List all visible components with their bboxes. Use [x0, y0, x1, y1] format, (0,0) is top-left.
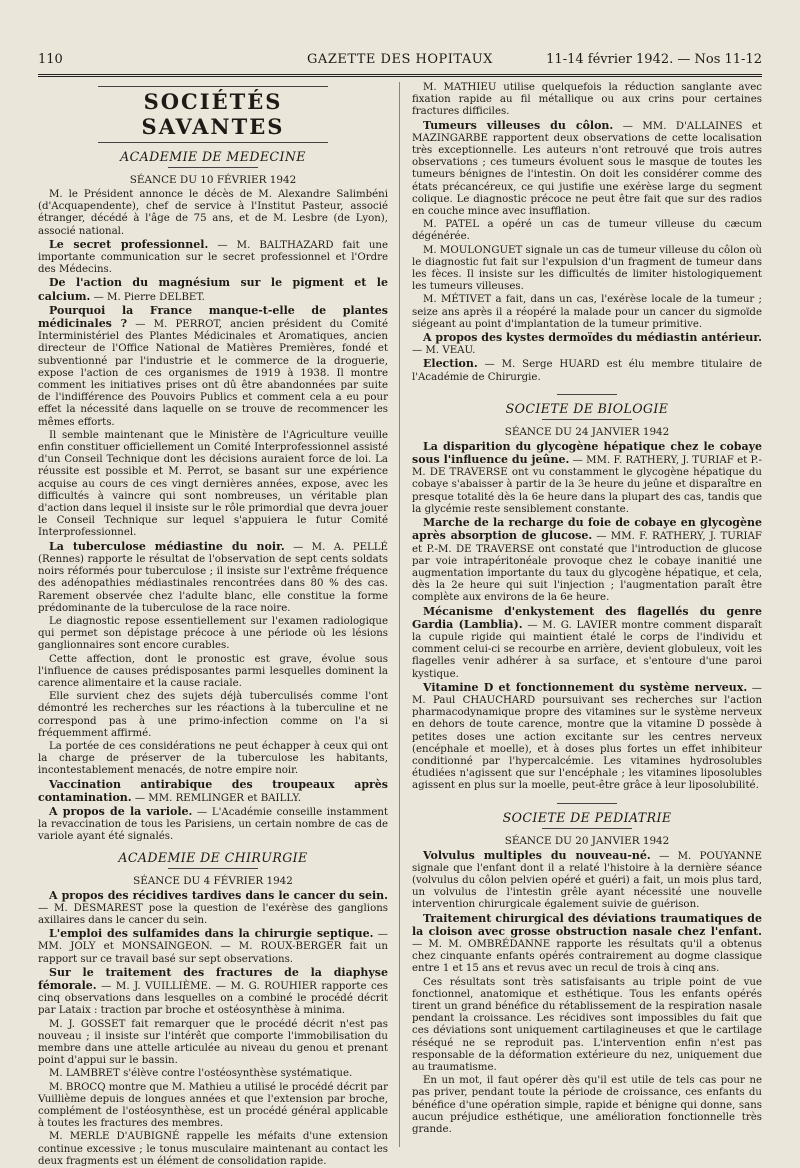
paragraph [412, 358, 762, 383]
issue-date: 11-14 février 1942. — Nos 11-12 [546, 52, 762, 67]
section-title: ACADEMIE DE MEDECINE [120, 149, 306, 164]
paragraph-heading: Tumeurs villeuses du côlon. [423, 118, 614, 132]
paragraph [38, 1068, 388, 1080]
paragraph-text: — L'Académie conseille instamment la revaccination de tous les Parisiens, un certain nombre de cas de variole ayant été signalés. [38, 806, 388, 843]
paragraph-text: — MM. REMLINGER et BAILLY. [131, 792, 302, 804]
section-rule [168, 167, 258, 168]
paragraph [38, 430, 388, 540]
paragraph-text: M. MATHIEU utilise quelquefois la réduction sanglante avec fixation rapide au fil métallique ou aux crins pour certaines fractures difficiles. [412, 82, 762, 118]
paragraph [412, 82, 762, 119]
paragraph-text: En un mot, il faut opérer dès qu'il est utile de tels cas pour ne pas priver, pendant toute la période de croissance, ces enfants du bénéfice d'une opération simple, rapide et bénigne qui donne, sans aucun préjudice esthétique, une amélioration fonctionnelle très grande. [412, 1075, 762, 1136]
paragraph [38, 305, 388, 429]
paragraph-text: — M. M. OMBRÉDANNE rapporte les résultats qu'il a obtenus chez cinquante enfants opérés contrairement au dogme classique entre 1 et 15 ans et revus avec un recul de trois à cinq ans. [412, 938, 762, 975]
section-rule [542, 419, 632, 420]
paragraph-text: — M. POUYANNE signale que l'enfant dont il a relaté l'histoire à la dernière séance (volvulus du côlon pelvien opéré et guéri) a fait, un mois plus tard, un volvulus de l'intestin grêle ayant nécessité une nouvelle intervention chirurgicale également suivie de guérison. [412, 850, 762, 911]
paragraph [38, 239, 388, 277]
paragraph-list [412, 441, 762, 793]
paragraph-text: Ces résultats sont très satisfaisants au triple point de vue fonctionnel, anatomique et esthétique. Tous les enfants opérés tirent un grand bénéfice du rétablissement de la respiration nasale pendant la croissance. Les récidives sont impossibles du fait que ces déviations sont uniquement cartilagineuses et que le cartilage réséqué ne se reproduit pas. L'intervention enfin n'est pas responsable de la déformation extérieure du nez, uniquement due au traumatisme. [412, 976, 762, 1074]
paragraph [38, 189, 388, 238]
paragraph [412, 441, 762, 516]
paragraph-heading: Vitamine D et fonctionnement du système nerveux. [423, 680, 748, 694]
paragraph-text: M. MOULONGUET signale un cas de tumeur villeuse du côlon où le diagnostic fut fait sur l'expulsion d'un fragment de tumeur dans les fèces. Il insiste sur les difficultés de limiter histologiquement les tumeurs villeuses. [412, 244, 762, 293]
paragraph [38, 691, 388, 740]
paragraph-heading: Traitement chirurgical des déviations traumatiques de la cloison avec grosse obstruction nasale chez l'enfant. [412, 911, 762, 938]
paragraph-heading: Marche de la recharge du foie de cobaye en glycogène après absorption de glucose. [412, 516, 762, 543]
paragraph-text: — MM. D'ALLAINES et MAZINGARBE rapportent deux observations de cette localisation très exceptionnelle. Les auteurs n'ont retrouvé que trois autres observations ; ces tumeurs évoluent sous le masque de toutes les tumeurs bénignes de l'intestin. On doit les considérer comme des états précancéreux, ce qui justifie une exérèse large du segment colique. Le diagnostic précoce ne peut être fait que sur des radios en couche mince avec insufflation. [412, 120, 762, 218]
paragraph [412, 977, 762, 1075]
section-chirurgie-continued [412, 82, 762, 384]
paragraph-text: — M. J. VUILLIÈME. — M. G. ROUHIER rapporte ces cinq observations dans lesquelles on a combiné le procédé décrit par Lataix : traction par broche et ostéosynthèse à minima. [38, 980, 388, 1017]
paragraph-text: — M. VEAU. [412, 345, 476, 357]
paragraph [38, 806, 388, 844]
left-column [38, 82, 388, 1167]
paragraph [412, 850, 762, 912]
paragraph-text: M. le Président annonce le décès de M. Alexandre Salimbéni (d'Acquapendente), chef de service à l'Institut Pasteur, associé étranger, décédé à l'âge de 75 ans, et de M. Lesbre (de Lyon), associé national. [38, 189, 388, 237]
paragraph [412, 517, 762, 604]
paragraph [38, 1019, 388, 1068]
paragraph-text: — M. BALTHAZARD fait une importante communication sur le secret professionnel et l'Ordre des Médecins. [38, 239, 388, 276]
paragraph-heading: Le secret professionnel. [49, 237, 209, 251]
paragraph-list [412, 82, 762, 384]
paragraph-text: — MM. F. RATHERY, J. TURIAF et P.-M. DE TRAVERSE ont constaté que l'introduction de glucose par voie intrapéritonéale provoque chez le cobaye inanitié une augmentation importante du taux du glycogène hépatique, et cela, dès la 2e heure qui suit l'injection ; l'augmentation paraît être complète aux environs de la 6e heure. [412, 531, 762, 604]
paragraph [38, 890, 388, 928]
paragraph [412, 913, 762, 976]
paragraph-heading: A propos de la variole. [49, 804, 193, 818]
section-biologie [412, 394, 762, 793]
paragraph-heading: Volvulus multiples du nouveau-né. [423, 848, 651, 862]
paragraph-text: — MM. F. RATHERY, J. TURIAF et P.-M. DE TRAVERSE ont vu constamment le glycogène hépatique du cobaye s'abaisser à partir de la 3e heure du jeûne et disparaître en presque totalité dès la 6e heure dans la plupart des cas, tandis que la glycémie reste sensiblement constante. [412, 455, 762, 515]
section-title: ACADEMIE DE CHIRURGIE [118, 849, 308, 865]
paragraph [38, 277, 388, 303]
paragraph-text: M. MÉTIVET a fait, dans un cas, l'exérèse locale de la tumeur ; seize ans après il a réopéré la malade pour un cancer du sigmoïde siégeant au point d'implantation de la tumeur primitive. [412, 294, 762, 330]
paragraph [38, 741, 388, 778]
paragraph-heading: Pourquoi la France manque-t-elle de plantes médicinales ? [38, 303, 388, 331]
paragraph [38, 779, 388, 805]
paragraph-text: M. PATEL a opéré un cas de tumeur villeuse du cæcum dégénérée. [412, 219, 762, 243]
paragraph [412, 1075, 762, 1136]
page-number: 110 [38, 52, 63, 67]
paragraph-text: — MM. JOLY et MONSAINGEON. — M. ROUX-BERGER fait un rapport sur ce travail basé sur sept observations. [38, 929, 388, 965]
paragraph [38, 967, 388, 1018]
paragraph-heading: Mécanisme d'enkystement des flagellés du genre Gardia (Lamblia). [412, 604, 762, 631]
paragraph-text: Cette affection, dont le pronostic est grave, évolue sous l'influence de causes prédisposantes parmi lesquelles dominent la carence alimentaire et la cause raciale. [38, 653, 388, 689]
paragraph-heading: De l'action du magnésium sur le pigment et le calcium. [38, 276, 388, 303]
paragraph-text: — M. PERROT, ancien président du Comité Interministériel des Plantes Médicinales et Aromatiques, ancien directeur de l'Office National de Matières Premières, fondé et subventionné par l'industrie et le commerce de la droguerie, expose l'action de ces organismes de 1919 à 1938. Il montre comment les initiatives prises ont dû être abandonnées par suite de l'indifférence des Pouvoirs Publics et comment cela a eu pour effet la nécessité dans laquelle on se trouve de recommencer les mêmes efforts. [38, 319, 388, 428]
paragraph [412, 682, 762, 793]
column-title: SOCIÉTÉS SAVANTES [141, 89, 285, 139]
paragraph-text: — M. DESMAREST pose la question de l'exérèse des ganglions axillaires dans le cancer du sein. [38, 902, 388, 926]
paragraph [412, 245, 762, 294]
paragraph [412, 219, 762, 243]
section-date: SÉANCE DU 24 JANVIER 1942 [504, 425, 670, 438]
paragraph-text: Le diagnostic repose essentiellement sur l'examen radiologique qui permet son dépistage précoce à une période où les lésions ganglionnaires sont encore curables. [38, 615, 388, 652]
paragraph-text: — M. Serge HUARD est élu membre titulaire de l'Académie de Chirurgie. [412, 359, 762, 383]
paragraph [412, 294, 762, 331]
column-divider [399, 82, 400, 1147]
paragraph-heading: Election. [423, 357, 478, 371]
paragraph-heading: La disparition du glycogène hépatique chez le cobaye sous l'influence du jeûne. [412, 439, 762, 467]
paragraph-text: M. MERLE D'AUBIGNÉ rappelle les méfaits d'une extension continue excessive ; le tonus musculaire maintenant au contact les deux fragments est un élément de consolidation rapide. [38, 1131, 388, 1167]
paragraph-heading: L'emploi des sulfamides dans la chirurgie septique. [49, 927, 374, 941]
paragraph-heading: Sur le traitement des fractures de la diaphyse fémorale. [38, 965, 388, 992]
paragraph-text: M. BROCQ montre que M. Mathieu a utilisé le procédé décrit par Vuillième depuis de longues années et que l'extension par broche, complément de l'ostéosynthèse, est un procédé général applicable à toutes les fractures des membres. [38, 1081, 388, 1130]
paragraph-list [38, 890, 388, 1168]
paragraph [38, 1082, 388, 1131]
paragraph-text: — M. Pierre DELBET. [90, 291, 205, 303]
paragraph-heading: A propos des kystes dermoïdes du médiastin antérieur. [423, 331, 762, 345]
paragraph [412, 120, 762, 219]
paragraph [38, 654, 388, 691]
paragraph-text: M. LAMBRET s'élève contre l'ostéosynthèse systématique. [49, 1068, 353, 1080]
paragraph [38, 1131, 388, 1168]
paragraph [38, 928, 388, 966]
section-date: SÉANCE DU 4 FÉVRIER 1942 [133, 874, 293, 887]
section-rule [168, 868, 258, 869]
paragraph-list [38, 189, 388, 844]
paragraph [412, 332, 762, 357]
paragraph-text: La portée de ces considérations ne peut échapper à ceux qui ont la charge de préserver de la tuberculose les habitants, incontestablement menacés, de notre empire noir. [38, 740, 388, 777]
right-column [412, 82, 762, 1152]
section-pediatrie [412, 803, 762, 1137]
section-date: SÉANCE DU 10 FÉVRIER 1942 [129, 174, 297, 186]
section-rule [557, 803, 617, 804]
section-title: SOCIETE DE PEDIATRIE [502, 809, 672, 825]
paragraph-text: — M. G. LAVIER montre comment disparaît la cupule rigide qui maintient étalé le corps de l'individu et comment celui-ci se recourbe en arrière, devient globuleux, voit les flagelles venir adhérer à sa surface, et s'entoure d'une paroi kystique. [412, 619, 763, 680]
journal-title: GAZETTE DES HOPITAUX [307, 52, 493, 67]
section-chirurgie [38, 850, 388, 1168]
page-header [38, 48, 762, 77]
paragraph-text: — M. Paul CHAUCHARD poursuivant ses recherches sur l'action pharmacodynamique propre des vitamines sur le système nerveux en dehors de toute carence, montre que la vitamine D possède à petites doses une action excitante sur les centres nerveux (encéphale et moelle), et à doses plus fortes un effet inhibiteur conditionné par l'hypercalcémie. Les vitamines hydrosolubles étudiées n'agissent que sur l'encéphale ; les vitamines liposolubles agissent en plus sur la moelle, peut-être grâce à leur liposolubilité. [412, 682, 762, 792]
paragraph-heading: La tuberculose médiastine du noir. [49, 539, 285, 553]
paragraph [38, 541, 388, 615]
section-medecine [38, 149, 388, 844]
section-rule [557, 394, 617, 395]
paragraph-heading: A propos des récidives tardives dans le cancer du sein. [49, 888, 388, 902]
paragraph-text: — M. A. PELLÉ (Rennes) rapporte le résultat de l'observation de sept cents soldats noirs réformés pour tuberculose ; il insiste sur l'extrême fréquence des adénopathies médiastinales rencontrées dans 80 % des cas. Rarement observée chez l'adulte blanc, elle constitue la forme prédominante de la tuberculose de la race noire. [38, 541, 388, 614]
paragraph [412, 606, 762, 681]
paragraph [38, 616, 388, 653]
paragraph-text: M. J. GOSSET fait remarquer que le procédé décrit n'est pas nouveau ; il insiste sur l'intérêt que comporte l'immobilisation du membre dans une attelle articulée au niveau du genou et prenant point d'appui sur le bassin. [38, 1018, 388, 1067]
paragraph-text: Elle survient chez des sujets déjà tuberculisés comme l'ont démontré les recherches sur les réactions à la tuberculine et ne correspond pas à une primo-infection comme on l'a si fréquemment affirmé. [38, 691, 388, 739]
section-date: SÉANCE DU 20 JANVIER 1942 [504, 834, 670, 847]
paragraph-heading: Vaccination antirabique des troupeaux après contamination. [38, 777, 388, 804]
paragraph-list [412, 850, 762, 1137]
section-rule [542, 828, 632, 829]
paragraph-text: Il semble maintenant que le Ministère de l'Agriculture veuille enfin constituer officiellement un Comité Interprofessionnel assisté d'un Conseil Technique dont les décisions auraient force de loi. La réussite est possible et M. Perrot, se basant sur une expérience acquise au cours de ces vingt dernières années, expose, avec les difficultés à vaincre qui sont nombreuses, un véritable plan d'action dans lequel il insiste sur le rôle primordial que devra jouer le Conseil Technique sur lequel s'appuiera le futur Comité Interprofessionnel. [38, 429, 388, 539]
column-title-box [98, 86, 328, 143]
section-title: SOCIETE DE BIOLOGIE [505, 400, 669, 416]
